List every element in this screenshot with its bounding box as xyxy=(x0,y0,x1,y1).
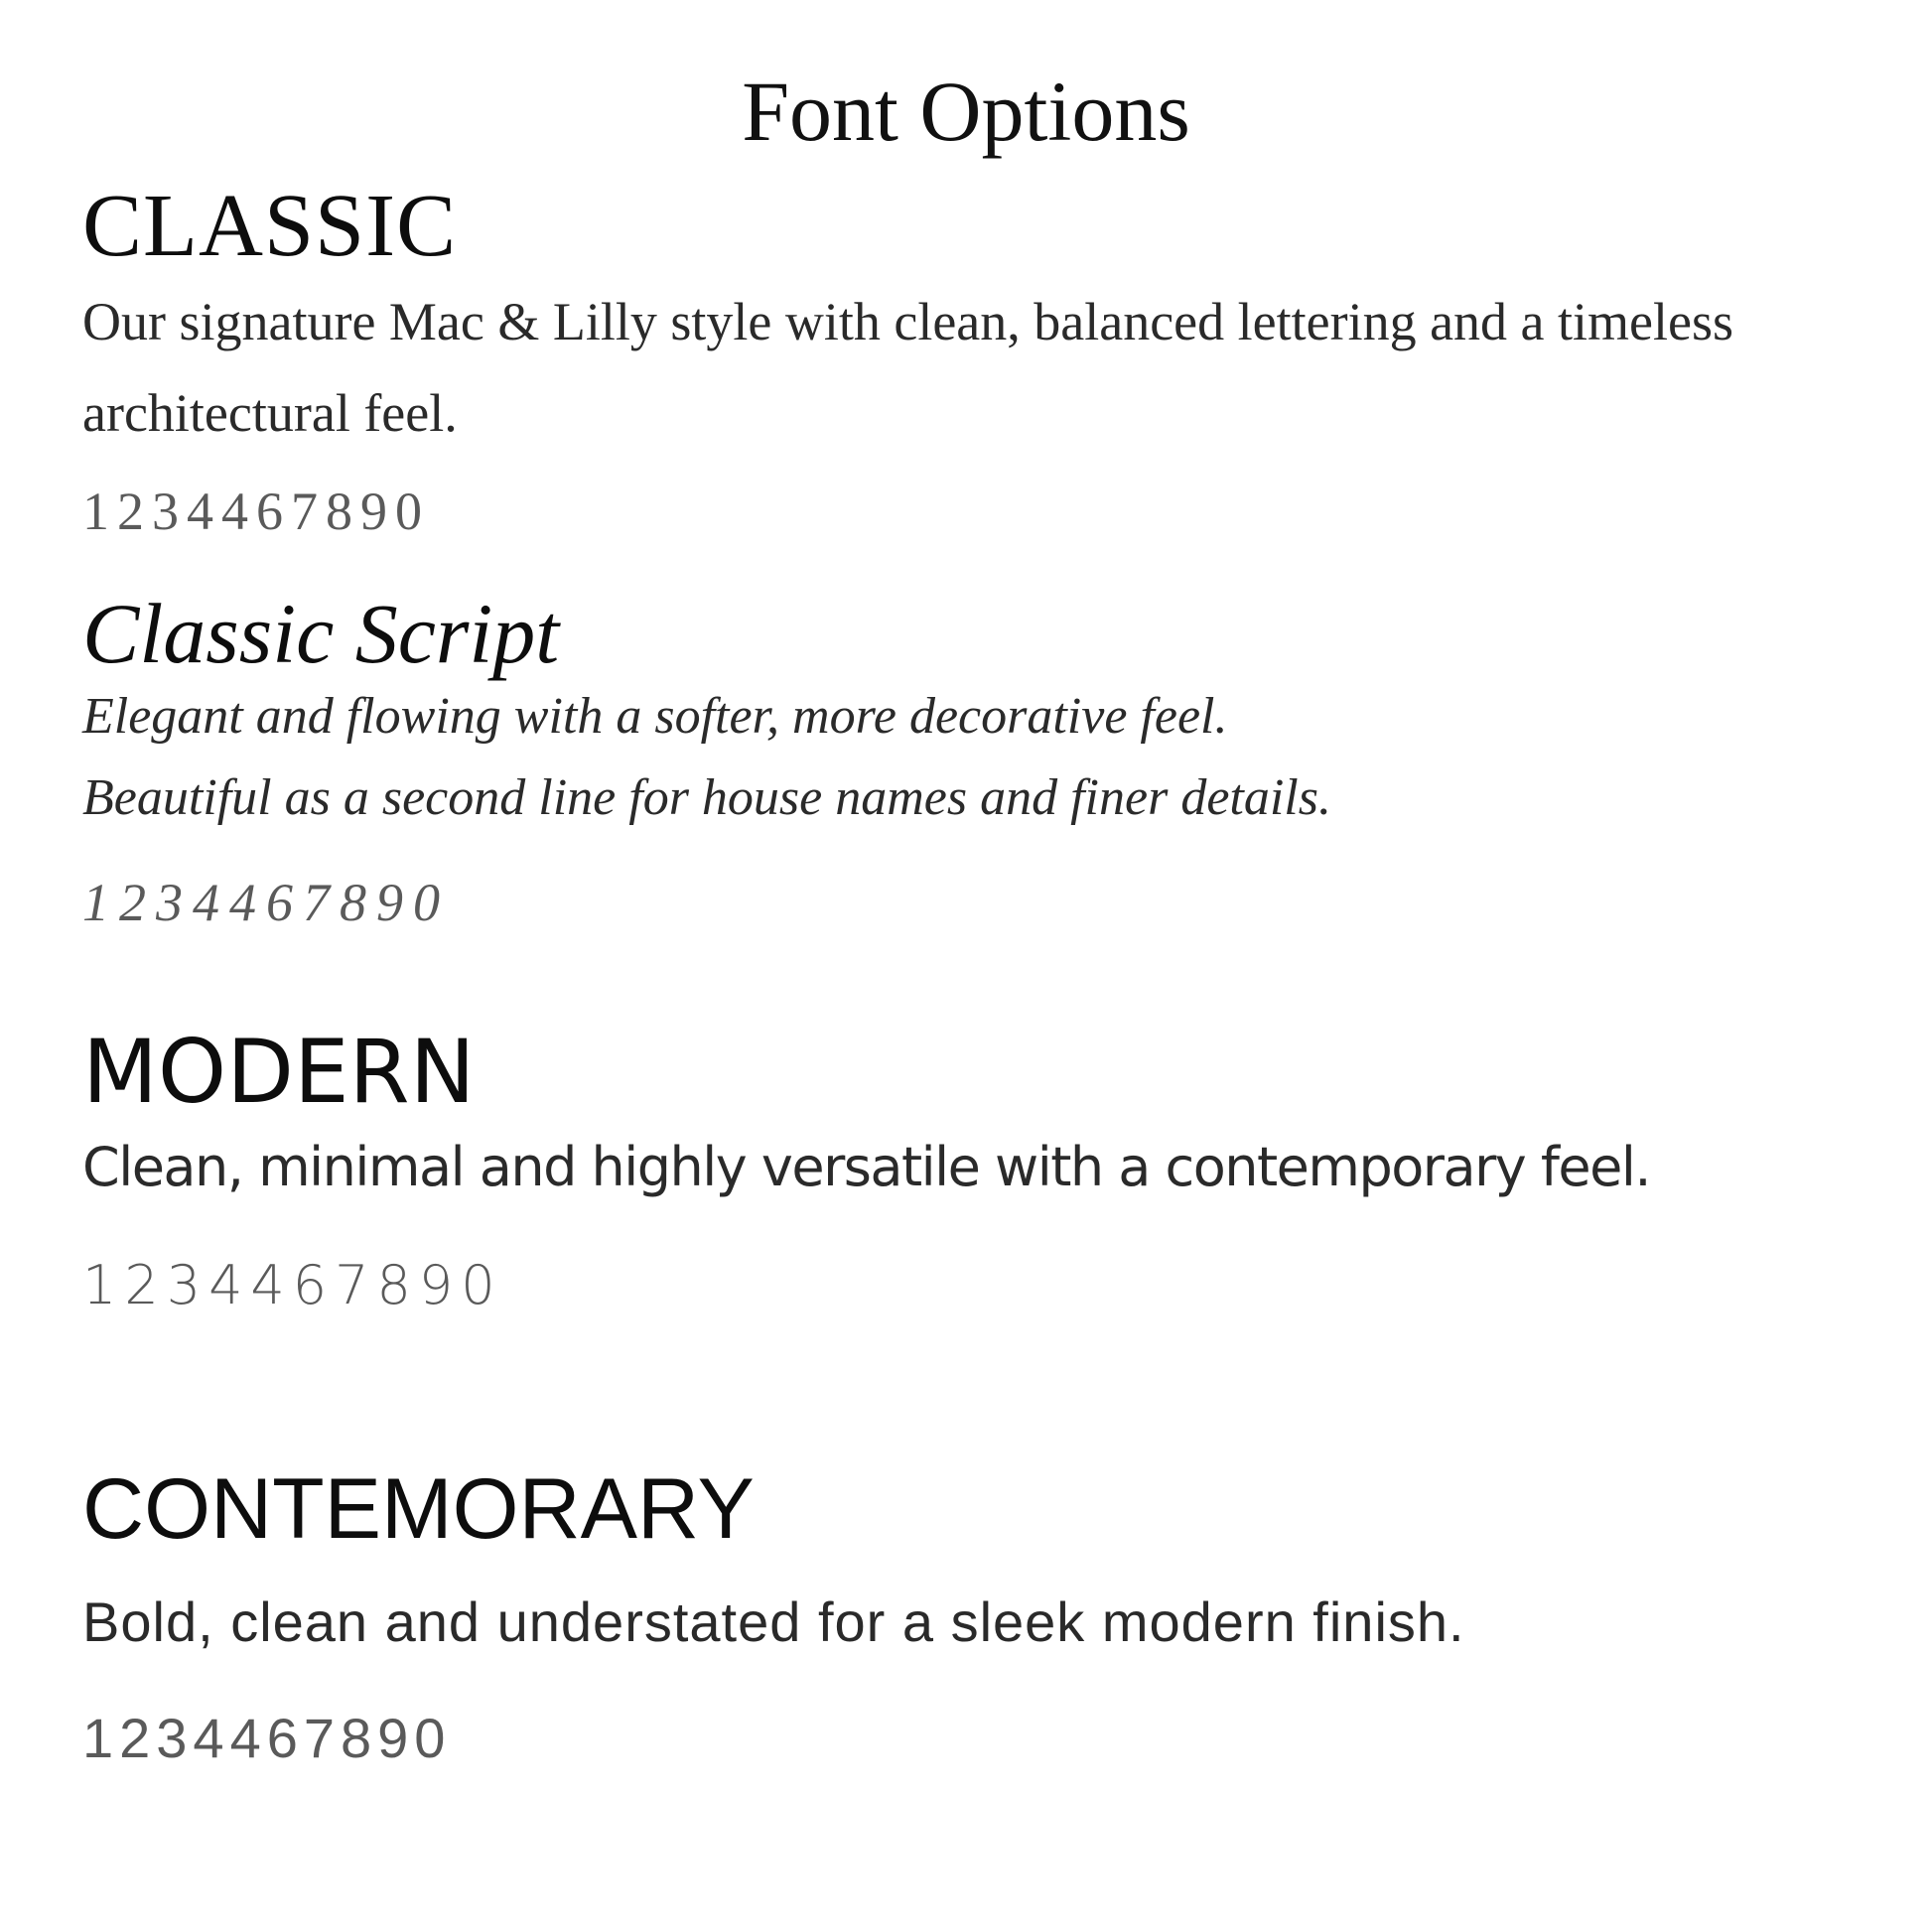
font-description-classic-script-line2: Beautiful as a second line for house names and finer details. xyxy=(82,769,1331,826)
font-numbers-modern: 1234467890 xyxy=(82,1254,503,1316)
font-description-classic-script-line1: Elegant and flowing with a softer, more decorative feel. xyxy=(82,688,1228,745)
font-option-classic xyxy=(82,177,1869,546)
font-description-classic: Our signature Mac & Lilly style with clean, balanced lettering and a timeless architectural feel. xyxy=(82,292,1733,443)
font-name-modern: MODERN xyxy=(82,1021,476,1123)
font-option-contemporary xyxy=(82,1459,1869,1773)
font-name-classic: CLASSIC xyxy=(82,177,458,275)
font-option-modern xyxy=(82,1023,1869,1320)
font-numbers-classic: 1234467890 xyxy=(82,482,430,541)
font-name-classic-script: Classic Script xyxy=(82,586,560,681)
font-numbers-contemporary: 1234467890 xyxy=(82,1707,452,1769)
font-name-contemporary: CONTEMORARY xyxy=(82,1461,755,1557)
page-title: Font Options xyxy=(742,64,1190,159)
font-description-modern: Clean, minimal and highly versatile with a contemporary feel. xyxy=(82,1136,1651,1198)
font-description-contemporary: Bold, clean and understated for a sleek modern finish. xyxy=(82,1590,1465,1653)
font-option-classic-script xyxy=(82,586,1869,937)
font-numbers-classic-script: 1234467890 xyxy=(82,873,450,932)
